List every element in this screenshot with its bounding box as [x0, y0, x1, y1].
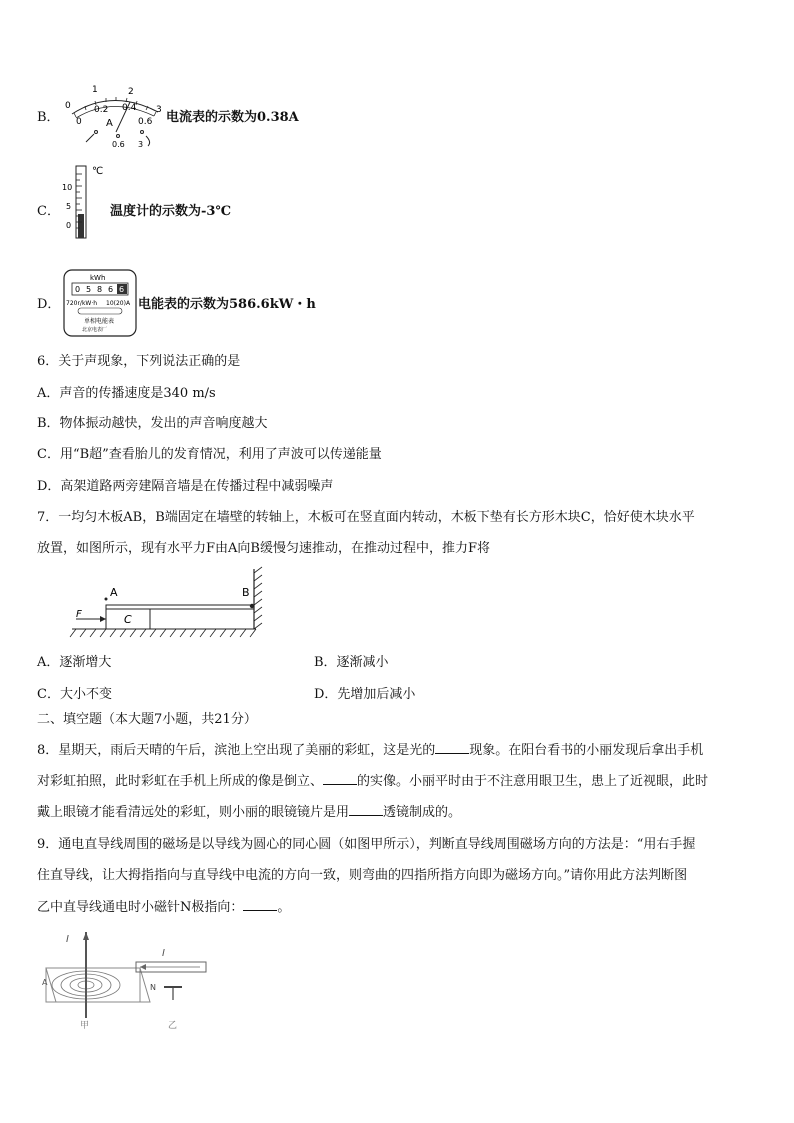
- q7-label-a: A: [110, 586, 118, 599]
- q9-line-3: 乙中直导线通电时小磁针N极指向： 。: [37, 900, 291, 915]
- q8-line-3: 戴上眼镜才能看清远处的彩虹，则小丽的眼镜镜片是用 透镜制成的。: [37, 805, 462, 820]
- q6-option-b: B．物体振动越快，发出的声音响度越大: [37, 416, 268, 431]
- meter-digit-4: 6: [119, 285, 125, 294]
- ammeter-bottom-3: 0.6: [138, 117, 153, 127]
- q9-blank: [243, 898, 277, 911]
- option-d-label: D．: [37, 297, 61, 312]
- option-b-label: B．: [37, 110, 60, 125]
- meter-digit-3: 6: [108, 285, 114, 294]
- q6-option-d: D．高架道路两旁建隔音墙是在传播过程中减弱噪声: [37, 479, 334, 494]
- ammeter-figure: [62, 84, 166, 150]
- meter-spec-left: 720r/kW·h: [66, 300, 98, 307]
- thermometer-figure: [62, 162, 110, 240]
- ammeter-terminal-06: 0.6: [112, 140, 125, 149]
- section-heading: 二、填空题（本大题7小题，共21分）: [37, 712, 257, 727]
- q7-option-a: A．逐渐增大: [37, 655, 112, 670]
- q8-blank-1: [435, 741, 469, 754]
- q7-stem-1: 7．一均匀木板AB，B端固定在墙壁的转轴上，木板可在竖直面内转动，木板下垫有长方形木块C，恰好使木块水平: [37, 510, 695, 525]
- q7-stem-2: 放置，如图所示，现有水平力F由A向B缓慢匀速推动，在推动过程中，推力F将: [37, 541, 490, 556]
- q7-label-b: B: [242, 586, 250, 599]
- q7-option-b: B．逐渐减小: [314, 655, 389, 670]
- ammeter-top-2: 2: [128, 87, 134, 97]
- thermometer-tick-5: 5: [66, 202, 72, 211]
- q6-option-a: A．声音的传播速度是340 m/s: [37, 386, 216, 401]
- q8-blank-3: [349, 803, 383, 816]
- meter-digit-2: 8: [97, 285, 103, 294]
- ammeter-top-0: 0: [65, 101, 71, 111]
- q6-stem: 6．关于声现象，下列说法正确的是: [37, 354, 241, 369]
- thermometer-tick-10: 10: [62, 183, 73, 192]
- meter-name: 单相电能表: [84, 318, 115, 325]
- q9-label-i-yi: I: [162, 948, 165, 959]
- meter-unit: kWh: [90, 274, 106, 282]
- thermometer-unit: ℃: [92, 166, 104, 177]
- q6-option-c: C．用“B超”查看胎儿的发育情况，利用了声波可以传递能量: [37, 447, 382, 462]
- q7-label-f: F: [76, 609, 82, 620]
- q9-label-a: A: [42, 978, 48, 987]
- meter-spec-right: 10(20)A: [106, 300, 131, 307]
- q9-label-i-jia: I: [66, 934, 69, 945]
- option-b-text: 电流表的示数为0.38A: [166, 110, 299, 125]
- q8-line-2: 对彩虹拍照，此时彩虹在手机上所成的像是倒立、 的实像。小丽平时由于不注意用眼卫生，患上了近视眼，此时: [37, 774, 709, 789]
- q9-caption-yi: 乙: [168, 1021, 178, 1031]
- q7-figure: [62, 565, 272, 647]
- q7-option-c: C．大小不变: [37, 687, 112, 702]
- ammeter-bottom-2: 0.4: [122, 103, 137, 113]
- q9-figure: [40, 928, 220, 1034]
- option-c-label: C．: [37, 204, 60, 219]
- q9-line-2: 住直导线，让大拇指指向与直导线中电流的方向一致，则弯曲的四指所指方向即为磁场方向。”请你用此方法判断图: [37, 868, 688, 883]
- ammeter-top-3: 3: [156, 105, 162, 115]
- q8-line-1: 8．星期天，雨后天晴的午后，滨池上空出现了美丽的彩虹，这是光的 现象。在阳台看书的小丽发现后拿出手机: [37, 743, 704, 758]
- energy-meter-figure: [62, 268, 138, 338]
- q9-label-n: N: [150, 983, 156, 992]
- ammeter-bottom-0: 0: [76, 117, 82, 127]
- option-c-text: 温度计的示数为-3℃: [110, 204, 232, 219]
- meter-digit-0: 0: [75, 285, 81, 294]
- option-d-text: 电能表的示数为586.6kW・h: [138, 297, 316, 312]
- q8-blank-2: [323, 772, 357, 785]
- q7-label-c: C: [124, 613, 132, 626]
- meter-maker: 北京电表厂: [82, 327, 108, 333]
- q7-option-d: D．先增加后减小: [314, 687, 416, 702]
- ammeter-top-1: 1: [92, 85, 98, 95]
- ammeter-terminal-3: 3: [138, 140, 144, 149]
- ammeter-bottom-1: 0.2: [94, 105, 109, 115]
- thermometer-tick-0: 0: [66, 221, 72, 230]
- q9-line-1: 9．通电直导线周围的磁场是以导线为圆心的同心圆（如图甲所示），判断直导线周围磁场方向的方法是：“用右手握: [37, 837, 696, 852]
- q9-caption-jia: 甲: [80, 1021, 90, 1031]
- meter-digit-1: 5: [86, 285, 92, 294]
- ammeter-unit: A: [106, 118, 113, 129]
